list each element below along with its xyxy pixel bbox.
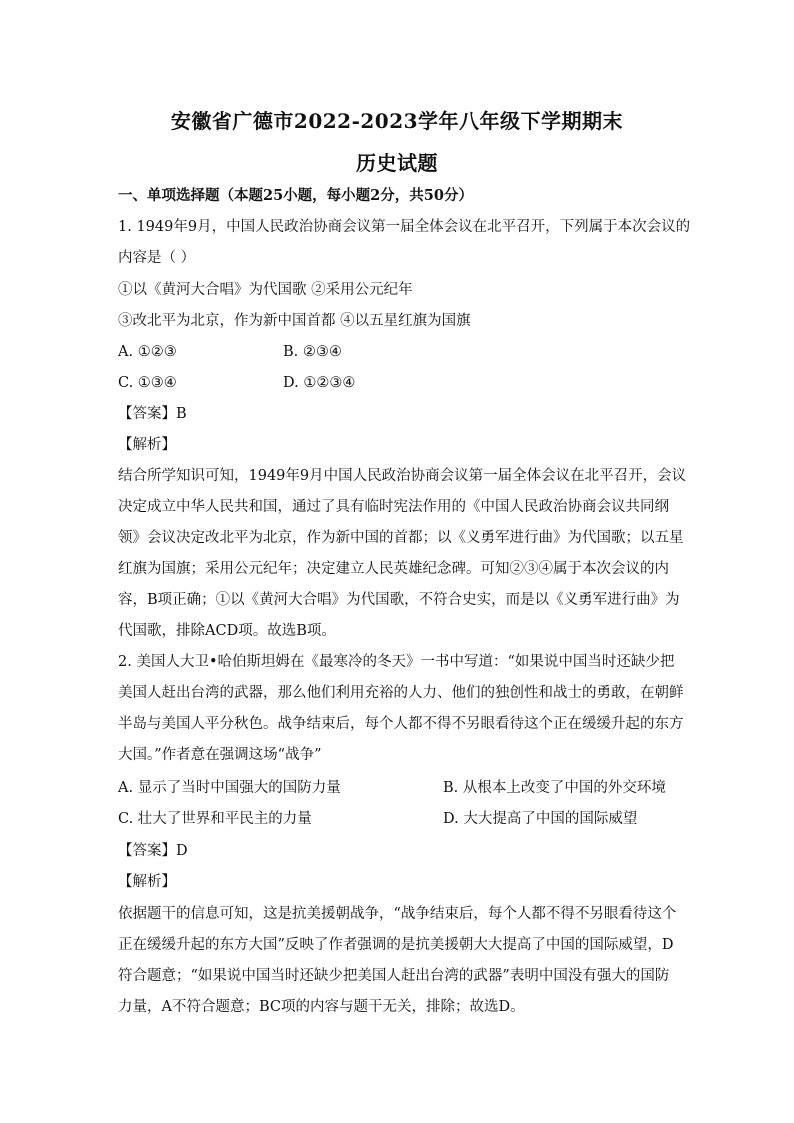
q1-option-b: B. ②③④ [283,344,342,360]
q2-analysis-line: 符合题意；“如果说中国当时还缺少把美国人赶出台湾的武器”表明中国没有强大的国防 [118,968,670,984]
q1-analysis-line: 容，B项正确；①以《黄河大合唱》为代国歌，不符合史实，而是以《义勇军进行曲》为 [118,592,680,608]
q1-option-a: A. ①②③ [118,344,177,360]
q2-option-d: D. 大大提高了中国的国际威望 [443,811,638,827]
q1-analysis-label: 【解析】 [118,437,176,453]
q1-analysis-line: 结合所学知识可知，1949年9月中国人民政治协商会议第一届全体会议在北平召开，会议 [118,468,687,484]
section-heading: 一、单项选择题（本题25小题，每小题2分，共50分） [118,187,473,204]
q2-stem-line: 美国人赶出台湾的武器，那么他们利用充裕的人力、他们的独创性和战士的勇敢，在朝鲜 [118,685,684,701]
q2-stem-line: 大国。”作者意在强调这场“战争” [118,747,322,763]
document-subtitle: 历史试题 [356,151,438,175]
q2-option-c: C. 壮大了世界和平民主的力量 [118,811,312,827]
q2-option-a: A. 显示了当时中国强大的国防力量 [118,780,341,796]
q1-stem-line: ③改北平为北京，作为新中国首都 ④以五星红旗为国旗 [118,313,471,329]
q2-analysis-label: 【解析】 [118,874,176,890]
q2-analysis-line: 力量，A不符合题意；BC项的内容与题干无关，排除；故选D。 [118,999,525,1015]
document-title: 安徽省广德市2022-2023学年八年级下学期期末 [170,109,624,133]
q2-stem-line: 2. 美国人大卫•哈伯斯坦姆在《最寒冷的冬天》一书中写道：“如果说中国当时还缺少把 [118,654,675,670]
q1-answer: 【答案】B [118,406,187,422]
q2-stem-line: 半岛与美国人平分秋色。战争结束后，每个人都不得不另眼看待这个正在缓缓升起的东方 [118,716,684,732]
q2-answer: 【答案】D [118,843,188,859]
q1-stem-line: 内容是（ ） [118,250,196,266]
q1-analysis-line: 领》会议决定改北平为北京，作为新中国的首都；以《义勇军进行曲》为代国歌；以五星 [118,530,684,546]
q1-option-d: D. ①②③④ [283,375,356,391]
q2-analysis-line: 依据题干的信息可知，这是抗美援朝战争，“战争结束后，每个人都不得不另眼看待这个 [118,906,677,922]
q2-option-b: B. 从根本上改变了中国的外交环境 [443,780,666,796]
q1-stem-line: 1. 1949年9月，中国人民政治协商会议第一届全体会议在北平召开，下列属于本次会议的 [118,219,691,235]
q1-analysis-line: 决定成立中华人民共和国，通过了具有临时宪法作用的《中国人民政治协商会议共同纲 [118,499,669,515]
q2-analysis-line: 正在缓缓升起的东方大国”反映了作者强调的是抗美援朝大大提高了中国的国际威望，D [118,937,674,953]
q1-analysis-line: 红旗为国旗；采用公元纪年；决定建立人民英雄纪念碑。可知②③④属于本次会议的内 [118,561,669,577]
q1-stem-line: ①以《黄河大合唱》为代国歌 ②采用公元纪年 [118,282,413,298]
q1-analysis-line: 代国歌，排除ACD项。故选B项。 [118,623,336,639]
q1-option-c: C. ①③④ [118,375,177,391]
